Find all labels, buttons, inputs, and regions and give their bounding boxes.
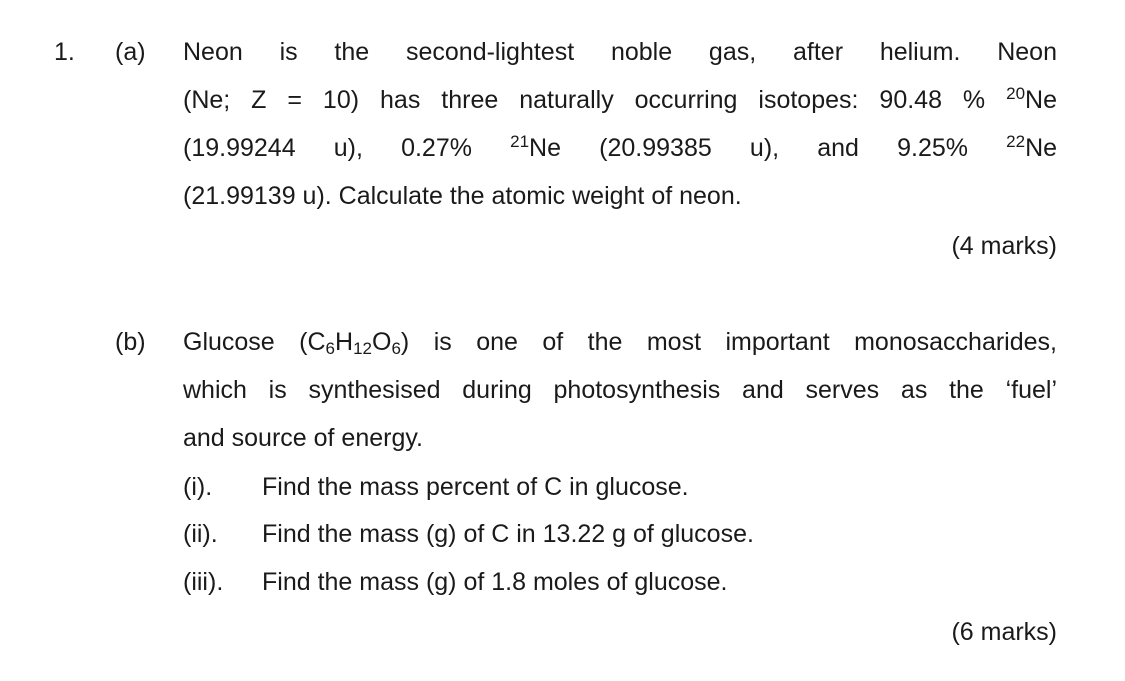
isotope-ne-20-mass: 20: [1006, 84, 1026, 103]
isotope-ne-22-symbol: Ne: [1025, 134, 1058, 162]
sub-item-i-text: Find the mass percent of C in glucose.: [262, 473, 689, 501]
part-a-label: (a): [115, 38, 146, 66]
isotope-ne-22-mass: 22: [1006, 132, 1026, 151]
part-b-line-2: which is synthesised during photosynthesis and serves as the ‘fuel’: [183, 376, 1057, 404]
part-b-line-1-rest: ) is one of the most important monosaccharides,: [400, 328, 1057, 356]
part-b-line-1: [183, 328, 1057, 356]
sub-item-i-label: (i).: [183, 473, 213, 501]
hydrogen-letter: H: [335, 328, 354, 356]
sub-item-ii-label: (ii).: [183, 520, 218, 548]
part-a-line-4: (21.99139 u). Calculate the atomic weight of neon.: [183, 182, 742, 210]
glucose-formula: [183, 328, 1057, 356]
ne-20-mass-value: (19.99244 u),: [183, 134, 363, 162]
part-a-line-2: [183, 86, 1057, 114]
isotope-ne-20-symbol: Ne: [1025, 86, 1057, 114]
sub-item-ii-text: Find the mass (g) of C in 13.22 g of glucose.: [262, 520, 754, 548]
isotope-ne-21-symbol: Ne: [529, 134, 562, 162]
oxygen-subscript: 6: [391, 339, 401, 358]
part-a-line-2-text: (Ne; Z = 10) has three naturally occurring isotopes: 90.48 %: [183, 86, 986, 114]
oxygen-letter: O: [372, 328, 392, 356]
part-b-line-3: and source of energy.: [183, 424, 423, 452]
conjunction-and: and: [817, 134, 859, 162]
part-a-line-3: [183, 134, 1057, 162]
question-number: 1.: [54, 38, 75, 66]
ne-21-mass-value: (20.99385 u),: [599, 134, 780, 162]
part-a-line-1: Neon is the second-lightest noble gas, after helium. Neon: [183, 38, 1057, 66]
isotope-ne-21: [510, 134, 561, 162]
sub-item-iii-label: (iii).: [183, 568, 224, 596]
part-b-label: (b): [115, 328, 146, 356]
part-b-marks: (6 marks): [951, 618, 1057, 646]
sub-item-iii-text: Find the mass (g) of 1.8 moles of glucose.: [262, 568, 728, 596]
ne-22-abundance: 9.25%: [897, 134, 969, 162]
carbon-subscript: 6: [325, 339, 336, 358]
isotope-ne-22: [1006, 134, 1057, 162]
isotope-ne-20: [1006, 86, 1057, 114]
ne-21-abundance: 0.27%: [401, 134, 472, 162]
hydrogen-subscript: 12: [353, 339, 372, 358]
isotope-ne-21-mass: 21: [510, 132, 530, 151]
part-a-marks: (4 marks): [951, 232, 1057, 260]
glucose-word: Glucose (C: [183, 328, 326, 356]
